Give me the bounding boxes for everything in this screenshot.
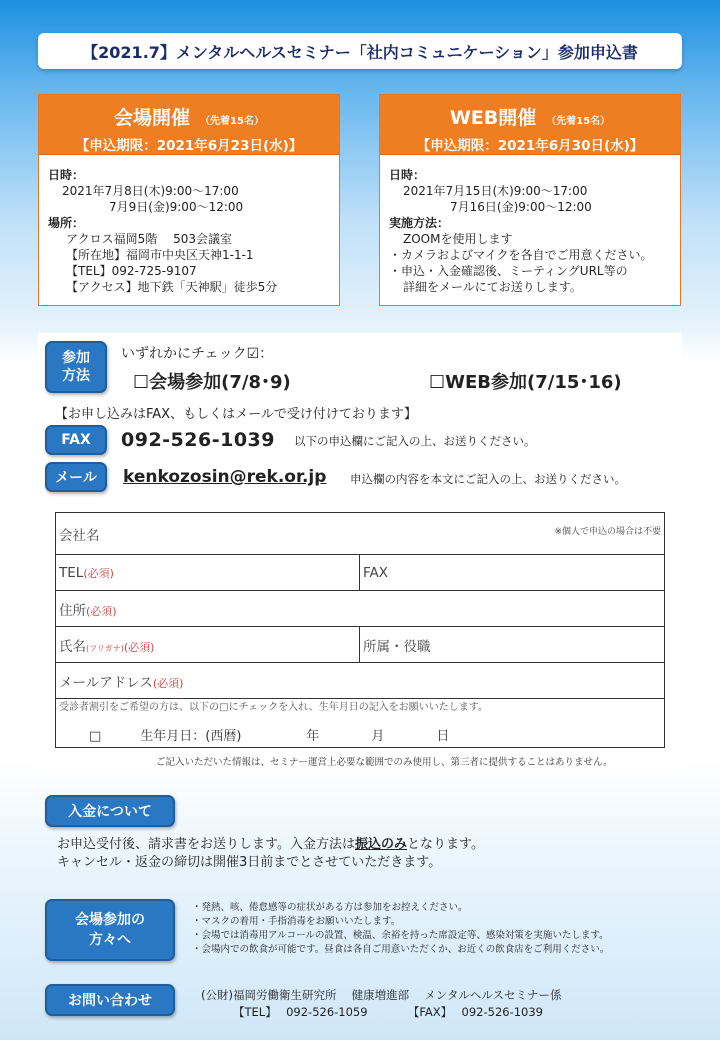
attendee-tag (45, 899, 175, 961)
payment-info (57, 836, 484, 872)
venue-option-checkbox[interactable]: ☐会場参加(7/8･9) (133, 372, 291, 393)
venue-place-label: 場所： (48, 216, 85, 230)
address-required: (必須) (86, 604, 117, 618)
apply-method-tag (45, 341, 107, 393)
venue-event-box (38, 94, 340, 306)
web-method-label: 実施方法： (389, 216, 450, 230)
mail-address-link[interactable]: kenkozosin@rek.or.jp (123, 467, 327, 487)
attendee-tag-line1: 会場参加の (75, 912, 145, 928)
fax-label: FAX (363, 564, 389, 581)
application-form (55, 512, 665, 748)
payment-transfer-only: 振込のみ (354, 837, 407, 852)
payment-line1-pre: お申込受付後、請求書をお送りします。入金方法は (57, 837, 355, 852)
name-field[interactable] (56, 627, 360, 663)
company-note: ※個人で申込の場合は不要 (554, 526, 662, 537)
privacy-note: ご記入いただいた情報は、セミナー運営上必要な範囲でのみ使用し、第三者に提供することはありません。 (156, 757, 613, 768)
tel-label: TEL (59, 564, 84, 581)
contact-tag: お問い合わせ (45, 984, 175, 1016)
payment-tag: 入金について (45, 795, 175, 827)
web-date-label: 日時： (389, 168, 426, 182)
contact-line2: 【TEL】 092-526-1059 【FAX】 092-526-1039 (233, 1005, 543, 1019)
attendee-note-2: ・マスクの着用・手指消毒をお願いいたします。 (192, 916, 401, 927)
email-field[interactable] (56, 663, 665, 699)
position-label: 所属・役職 (363, 638, 431, 655)
birthdate-line[interactable]: □ 生年月日：(西暦) 年 月 日 (89, 729, 450, 744)
web-event-name: WEB開催 (449, 107, 537, 129)
address-field[interactable] (56, 591, 665, 627)
attendee-notes (192, 901, 609, 957)
web-event-box (379, 94, 681, 306)
company-label: 会社名 (59, 527, 100, 544)
web-event-header (380, 95, 680, 155)
company-field[interactable] (56, 513, 665, 555)
name-required: (必須) (123, 640, 155, 654)
discount-field[interactable] (56, 699, 665, 748)
web-date-2: 7月16日(金)9:00～12:00 (450, 200, 592, 214)
payment-line2: キャンセル・返金の締切は開催3日前までとさせていただきます。 (57, 855, 442, 870)
contact-line1: (公財)福岡労働衛生研究所 健康増進部 メンタルヘルスセミナー係 (201, 988, 562, 1002)
payment-line1-post: となります。 (406, 837, 484, 852)
attendee-note-3: ・会場では消毒用アルコールの設置、検温、余裕を持った席設定等、感染対策を実施いたします。 (192, 930, 609, 941)
venue-address: 【所在地】福岡市中央区天神1-1-1 (66, 248, 254, 262)
attendee-note-1: ・発熱、咳、倦怠感等の症状がある方は参加をお控えください。 (192, 902, 468, 913)
web-method: ZOOMを使用します (403, 232, 513, 246)
tel-field[interactable] (56, 555, 360, 591)
tel-required: (必須) (83, 566, 114, 580)
attendee-note-4: ・会場内での飲食が可能です。昼食は各自ご用意いただくか、お近くの飲食店をご利用ください。 (192, 944, 610, 955)
web-note-2: ・申込・入金確認後、ミーティングURL等の (389, 264, 628, 278)
venue-event-name: 会場開催 (114, 107, 191, 129)
choose-instruction: いずれかにチェック☑： (121, 346, 274, 362)
venue-event-header (39, 95, 339, 155)
name-label: 氏名 (59, 638, 86, 655)
email-required: (必須) (152, 676, 184, 690)
web-capacity: （先着15名） (546, 116, 611, 127)
address-label: 住所 (59, 602, 86, 619)
apply-tag-line2: 方法 (62, 368, 90, 384)
venue-date-2: 7月9日(金)9:00～12:00 (109, 200, 244, 214)
web-note-3: 詳細をメールにてお送りします。 (403, 280, 582, 294)
venue-date-1: 2021年7月8日(木)9:00～17:00 (62, 184, 239, 198)
venue-capacity: （先着15名） (200, 116, 264, 127)
venue-tel: 【TEL】092-725-9107 (66, 264, 197, 278)
web-date-1: 2021年7月15日(木)9:00～17:00 (403, 184, 588, 198)
fax-field[interactable] (360, 555, 665, 591)
furigana-label: (フリガナ) (86, 643, 124, 653)
page-title: 【2021.7】メンタルヘルスセミナー「社内コミュニケーション」参加申込書 (38, 33, 682, 69)
web-event-details (380, 155, 680, 295)
fax-tag: FAX (45, 425, 107, 455)
contact-info (201, 987, 561, 1021)
web-option-checkbox[interactable]: ☐WEB参加(7/15･16) (429, 372, 622, 393)
fax-note: 以下の申込欄にご記入の上、お送りください。 (294, 434, 536, 448)
attendee-tag-line2: 方々へ (89, 932, 131, 948)
email-label: メールアドレス (59, 674, 153, 691)
position-field[interactable] (360, 627, 665, 663)
venue-date-label: 日時： (48, 168, 85, 182)
venue-deadline: 【申込期限：2021年6月23日(水)】 (75, 138, 303, 154)
discount-note: 受診者割引をご希望の方は、以下の□にチェックを入れ、生年月日の記入をお願いいたします。 (59, 702, 488, 713)
apply-tag-line1: 参加 (62, 350, 90, 366)
accept-note: 【お申し込みはFAX、もしくはメールで受け付けております】 (55, 407, 417, 422)
venue-place-name: アクロス福岡5階 503会議室 (66, 232, 232, 246)
web-deadline: 【申込期限：2021年6月30日(水)】 (416, 138, 644, 154)
venue-event-details (39, 155, 339, 295)
mail-tag: メール (45, 462, 107, 492)
fax-number: 092-526-1039 (121, 429, 275, 451)
web-note-1: ・カメラおよびマイクを各自でご用意ください。 (389, 248, 653, 262)
venue-access: 【アクセス】地下鉄「天神駅」徒歩5分 (66, 280, 278, 294)
mail-note: 申込欄の内容を本文にご記入の上、お送りください。 (350, 472, 626, 486)
